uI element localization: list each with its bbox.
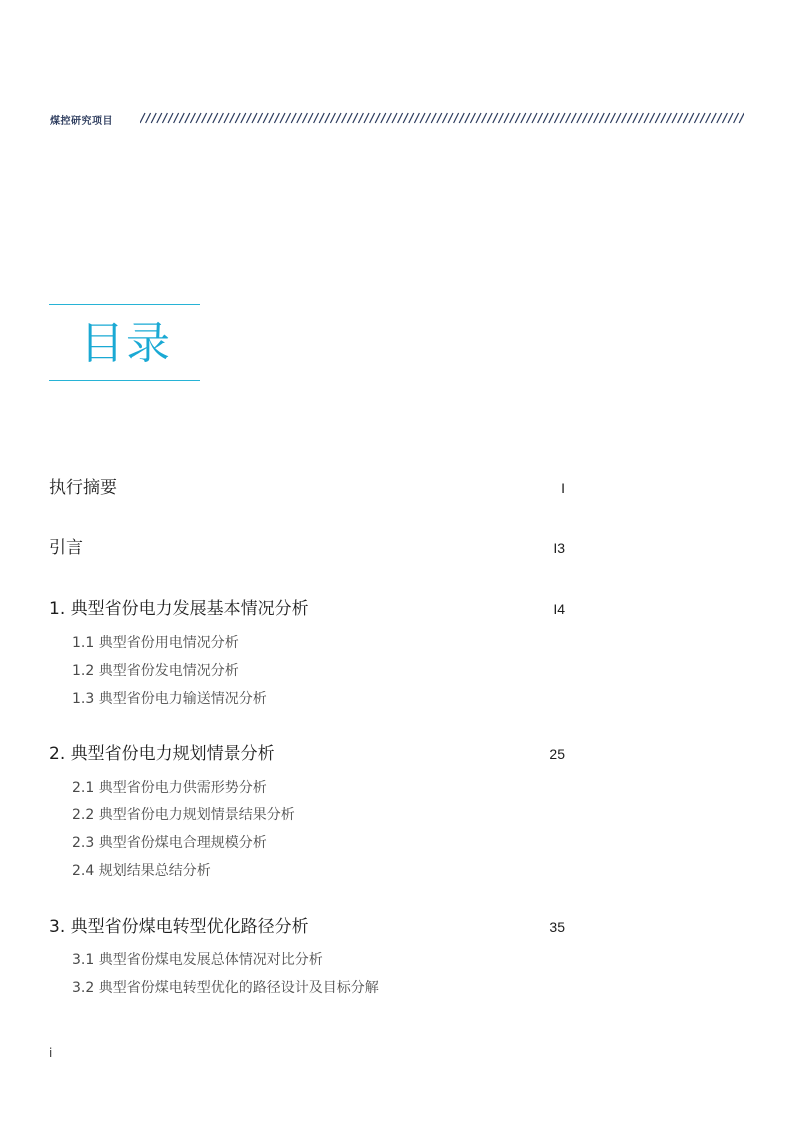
hatch-stroke: [711, 113, 716, 123]
hatch-stroke: [151, 113, 156, 123]
hatch-stroke: [666, 113, 671, 123]
hatch-stroke: [409, 113, 414, 123]
toc-entry-page: 25: [549, 746, 565, 762]
hatch-stroke: [162, 113, 167, 123]
toc-entry-page: I: [561, 480, 565, 496]
hatch-stroke: [263, 113, 268, 123]
hatch-stroke: [644, 113, 649, 123]
toc-entry-chapter-2[interactable]: [49, 742, 569, 766]
toc-subentry-3-1[interactable]: 3.1 典型省份煤电发展总体情况对比分析: [72, 952, 323, 968]
hatch-stroke: [314, 113, 319, 123]
hatch-stroke: [717, 113, 722, 123]
title-rule-top: [49, 304, 200, 305]
hatch-stroke: [258, 113, 263, 123]
hatch-stroke: [689, 113, 694, 123]
hatch-stroke: [538, 113, 543, 123]
toc-entry-page: I3: [553, 540, 565, 556]
hatch-stroke: [336, 113, 341, 123]
hatch-stroke: [403, 113, 408, 123]
hatch-stroke: [274, 113, 279, 123]
hatch-stroke: [420, 113, 425, 123]
hatch-stroke: [202, 113, 207, 123]
toc-subentry-2-1[interactable]: 2.1 典型省份电力供需形势分析: [72, 780, 267, 796]
hatch-stroke: [655, 113, 660, 123]
hatch-stroke: [482, 113, 487, 123]
hatch-stroke: [252, 113, 257, 123]
toc-subentry-3-2[interactable]: 3.2 典型省份煤电转型优化的路径设计及目标分解: [72, 980, 379, 996]
hatch-stroke: [521, 113, 526, 123]
hatch-stroke: [454, 113, 459, 123]
hatch-stroke: [700, 113, 705, 123]
hatch-stroke: [179, 113, 184, 123]
hatch-stroke: [286, 113, 291, 123]
hatch-stroke: [722, 113, 727, 123]
hatch-stroke: [426, 113, 431, 123]
hatch-stroke: [599, 113, 604, 123]
hatch-stroke: [235, 113, 240, 123]
hatch-stroke: [476, 113, 481, 123]
toc-entry-chapter-1[interactable]: [49, 597, 569, 621]
hatch-stroke: [330, 113, 335, 123]
hatch-stroke: [549, 113, 554, 123]
hatch-stroke: [616, 113, 621, 123]
toc-subentry-1-3[interactable]: 1.3 典型省份电力输送情况分析: [72, 691, 267, 707]
hatch-stroke: [308, 113, 313, 123]
hatch-stroke: [594, 113, 599, 123]
hatch-stroke: [437, 113, 442, 123]
hatch-stroke: [470, 113, 475, 123]
hatch-stroke: [728, 113, 733, 123]
hatch-stroke: [381, 113, 386, 123]
page-number: i: [49, 1046, 53, 1060]
hatch-stroke: [706, 113, 711, 123]
hatch-stroke: [218, 113, 223, 123]
hatch-stroke: [532, 113, 537, 123]
hatch-stroke: [661, 113, 666, 123]
hatch-stroke: [185, 113, 190, 123]
hatch-stroke: [566, 113, 571, 123]
toc-subentry-1-2[interactable]: 1.2 典型省份发电情况分析: [72, 663, 239, 679]
hatch-stroke: [683, 113, 688, 123]
hatch-stroke: [610, 113, 615, 123]
toc-subentry-2-2[interactable]: 2.2 典型省份电力规划情景结果分析: [72, 807, 295, 823]
toc-entry-page: I4: [553, 601, 565, 617]
hatch-stroke: [515, 113, 520, 123]
hatch-stroke: [364, 113, 369, 123]
hatch-stroke: [459, 113, 464, 123]
hatch-stroke: [157, 113, 162, 123]
hatch-stroke: [638, 113, 643, 123]
hatch-stroke: [694, 113, 699, 123]
toc-entry-executive-summary[interactable]: [49, 476, 569, 500]
hatch-stroke: [325, 113, 330, 123]
hatch-stroke: [554, 113, 559, 123]
hatch-stroke: [347, 113, 352, 123]
hatch-stroke: [174, 113, 179, 123]
title-rule-bottom: [49, 380, 200, 381]
hatch-stroke: [633, 113, 638, 123]
hatch-stroke: [302, 113, 307, 123]
hatch-stroke: [487, 113, 492, 123]
hatch-stroke: [526, 113, 531, 123]
hatch-stroke: [291, 113, 296, 123]
hatch-stroke: [560, 113, 565, 123]
hatch-stroke: [280, 113, 285, 123]
hatch-stroke: [510, 113, 515, 123]
hatch-stroke: [392, 113, 397, 123]
toc-subentry-2-4[interactable]: 2.4 规划结果总结分析: [72, 863, 211, 879]
hatch-stroke: [190, 113, 195, 123]
hatch-stroke: [588, 113, 593, 123]
toc-entry-label: 3. 典型省份煤电转型优化路径分析: [49, 917, 309, 937]
hatch-stroke: [146, 113, 151, 123]
toc-entry-chapter-3[interactable]: [49, 915, 569, 939]
hatch-stroke: [140, 113, 145, 123]
hatch-stroke: [465, 113, 470, 123]
hatch-stroke: [297, 113, 302, 123]
toc-entry-label: 执行摘要: [49, 478, 117, 498]
hatch-stroke: [319, 113, 324, 123]
hatch-stroke: [241, 113, 246, 123]
hatch-stroke: [370, 113, 375, 123]
hatch-stroke: [672, 113, 677, 123]
hatch-stroke: [577, 113, 582, 123]
hatch-stroke: [622, 113, 627, 123]
hatch-stroke: [224, 113, 229, 123]
toc-entry-label: 1. 典型省份电力发展基本情况分析: [49, 599, 309, 619]
hatch-stroke: [582, 113, 587, 123]
hatch-stroke: [230, 113, 235, 123]
toc-entry-label: 引言: [49, 538, 83, 558]
hatch-stroke: [269, 113, 274, 123]
toc-subentry-1-1[interactable]: 1.1 典型省份用电情况分析: [72, 635, 239, 651]
hatch-stroke: [431, 113, 436, 123]
project-label: 煤控研究项目: [50, 116, 113, 127]
hatch-stroke: [375, 113, 380, 123]
toc-entry-label: 2. 典型省份电力规划情景分析: [49, 744, 275, 764]
hatch-stroke: [571, 113, 576, 123]
hatch-stroke: [734, 113, 739, 123]
hatch-stroke: [498, 113, 503, 123]
hatch-stroke: [442, 113, 447, 123]
hatch-stroke: [605, 113, 610, 123]
hatch-stroke: [414, 113, 419, 123]
hatch-stroke: [398, 113, 403, 123]
hatch-stroke: [678, 113, 683, 123]
hatch-stroke: [493, 113, 498, 123]
hatch-stroke: [627, 113, 632, 123]
hatch-stroke: [168, 113, 173, 123]
hatch-stroke: [213, 113, 218, 123]
hatch-stroke: [504, 113, 509, 123]
hatch-stroke: [543, 113, 548, 123]
hatch-stroke: [739, 113, 744, 123]
hatch-stroke: [196, 113, 201, 123]
hatch-stroke: [386, 113, 391, 123]
hatch-stroke: [448, 113, 453, 123]
hatch-stroke: [650, 113, 655, 123]
toc-subentry-2-3[interactable]: 2.3 典型省份煤电合理规模分析: [72, 835, 267, 851]
hatch-stroke: [353, 113, 358, 123]
hatch-stroke: [342, 113, 347, 123]
toc-entry-introduction[interactable]: [49, 536, 569, 560]
hatch-divider: [140, 112, 744, 124]
hatch-stroke: [358, 113, 363, 123]
page-title: 目录: [80, 318, 172, 369]
hatch-stroke: [207, 113, 212, 123]
hatch-stroke: [246, 113, 251, 123]
toc-entry-page: 35: [549, 919, 565, 935]
